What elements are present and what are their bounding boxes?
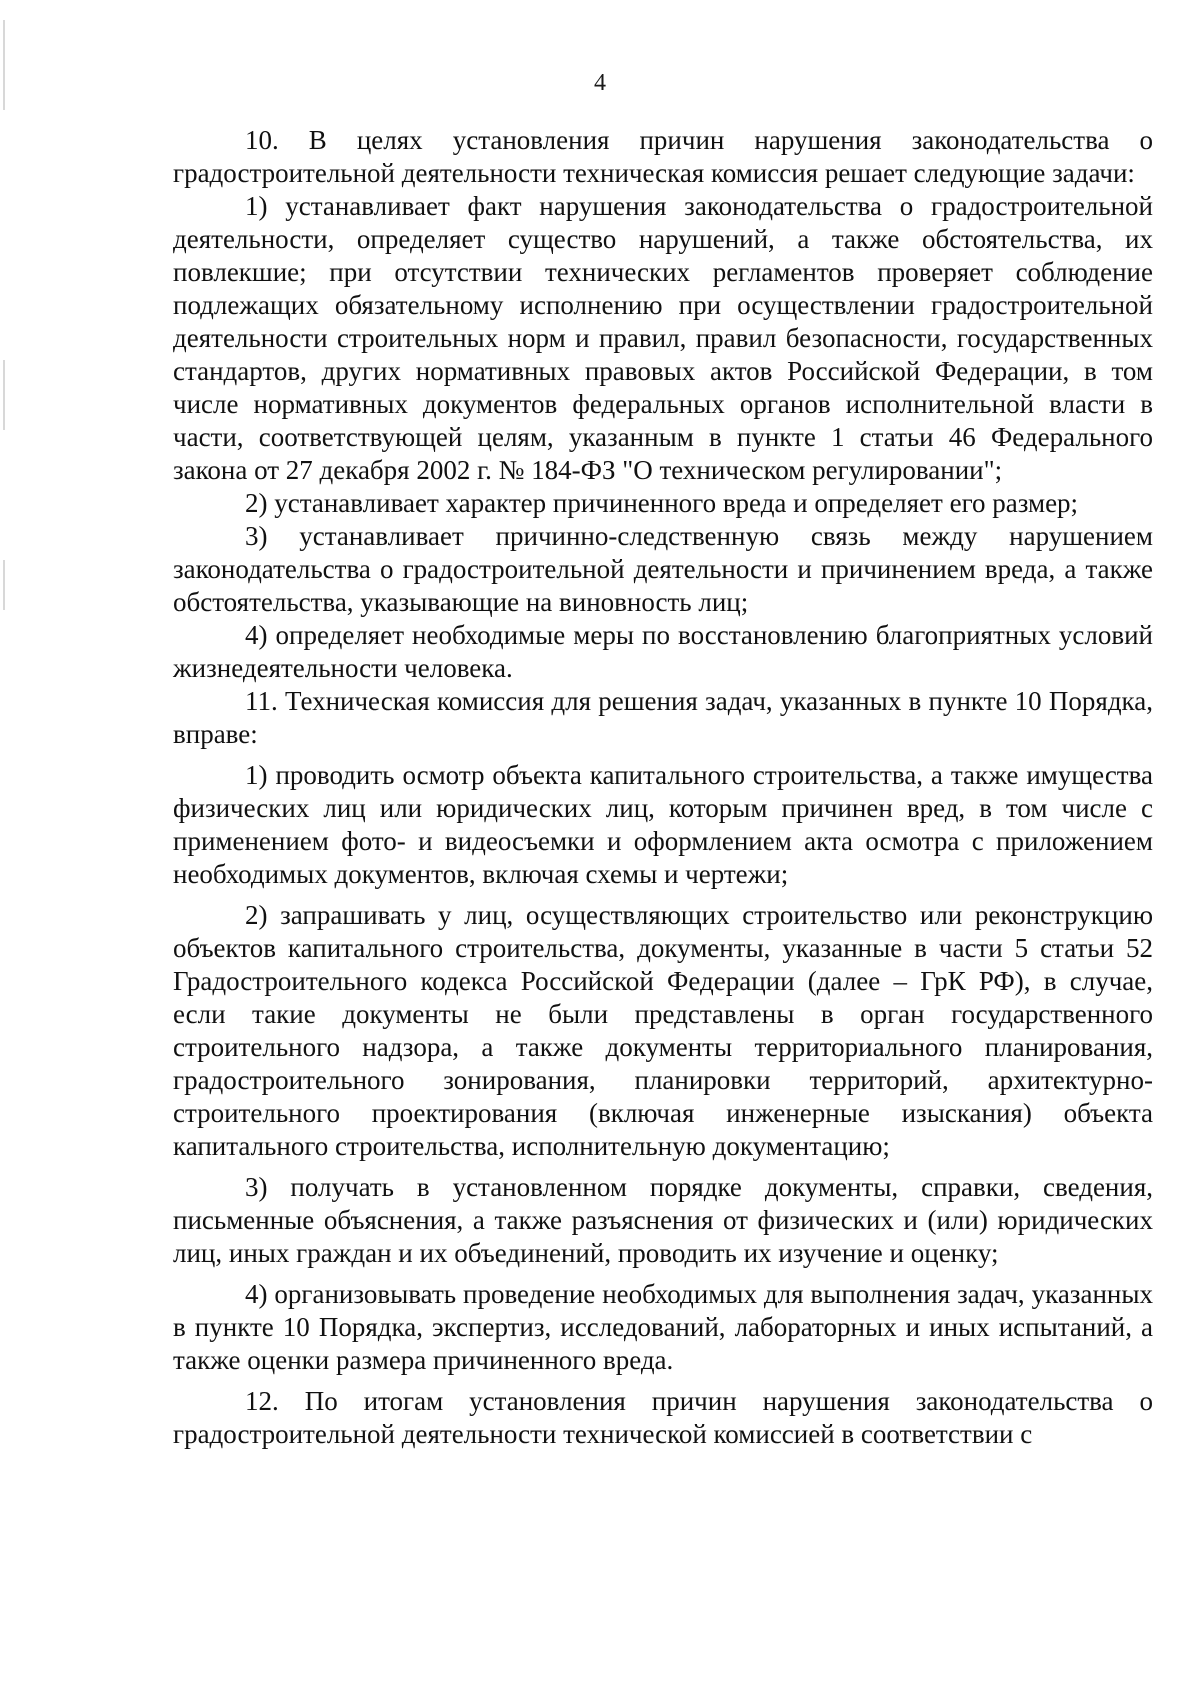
paragraph-11-item-4: 4) организовывать проведение необходимых для выполнения задач, указанных в пункте 10 Порядка, экспертиз, исследований, лабораторных и иных испытаний, а также оценки размера причиненного вреда. [173, 1279, 1153, 1375]
page-number: 4 [594, 70, 606, 96]
paragraph-10-item-2: 2) устанавливает характер причиненного вреда и определяет его размер; [245, 488, 1079, 518]
paragraph-12: 12. По итогам установления причин нарушения законодательства о градостроительной деятельности технической комиссией в соответствии с [173, 1386, 1153, 1449]
paragraph-11-item-2: 2) запрашивать у лиц, осуществляющих строительство или реконструкцию объектов капитального строительства, документы, указанные в части 5 статьи 52 Градостроительного кодекса Российской Федерации (далее – ГрК РФ), в случае, если такие документы не были представлены в орган государственного строительного надзора, а также документы территориального планирования, градостроительного зонирования, планировки территорий, архитектурно-строительного проектирования (включая инженерные изыскания) объекта капитального строительства, исполнительную документацию; [173, 900, 1153, 1161]
paragraph-11-item-1: 1) проводить осмотр объекта капитального строительства, а также имущества физических лиц или юридических лиц, которым причинен вред, в том числе с применением фото- и видеосъемки и оформлением акта осмотра с приложением необходимых документов, включая схемы и чертежи; [173, 760, 1153, 889]
scan-edge-mark [3, 360, 5, 430]
document-body [173, 124, 1153, 1451]
paragraph-10-item-4: 4) определяет необходимые меры по восстановлению благоприятных условий жизнедеятельности человека. [173, 620, 1153, 683]
paragraph-10-item-3: 3) устанавливает причинно-следственную связь между нарушением законодательства о градостроительной деятельности и причинением вреда, а также обстоятельства, указывающие на виновность лиц; [173, 521, 1153, 617]
paragraph-11-item-3: 3) получать в установленном порядке документы, справки, сведения, письменные объяснения, а также разъяснения от физических и (или) юридических лиц, иных граждан и их объединений, проводить их изучение и оценку; [173, 1172, 1153, 1268]
paragraph-10: 10. В целях установления причин нарушения законодательства о градостроительной деятельности техническая комиссия решает следующие задачи: [173, 125, 1153, 188]
scan-edge-mark [3, 560, 5, 610]
paragraph-11: 11. Техническая комиссия для решения задач, указанных в пункте 10 Порядка, вправе: [173, 686, 1153, 749]
paragraph-10-item-1: 1) устанавливает факт нарушения законодательства о градостроительной деятельности, определяет существо нарушений, а также обстоятельства, их повлекшие; при отсутствии технических регламентов проверяет соблюдение подлежащих обязательному исполнению при осуществлении градостроительной деятельности строительных норм и правил, правил безопасности, государственных стандартов, других нормативных правовых актов Российской Федерации, в том числе нормативных документов федеральных органов исполнительной власти в части, соответствующей целям, указанным в пункте 1 статьи 46 Федерального закона от 27 декабря 2002 г. № 184-ФЗ "О техническом регулировании"; [173, 191, 1153, 485]
